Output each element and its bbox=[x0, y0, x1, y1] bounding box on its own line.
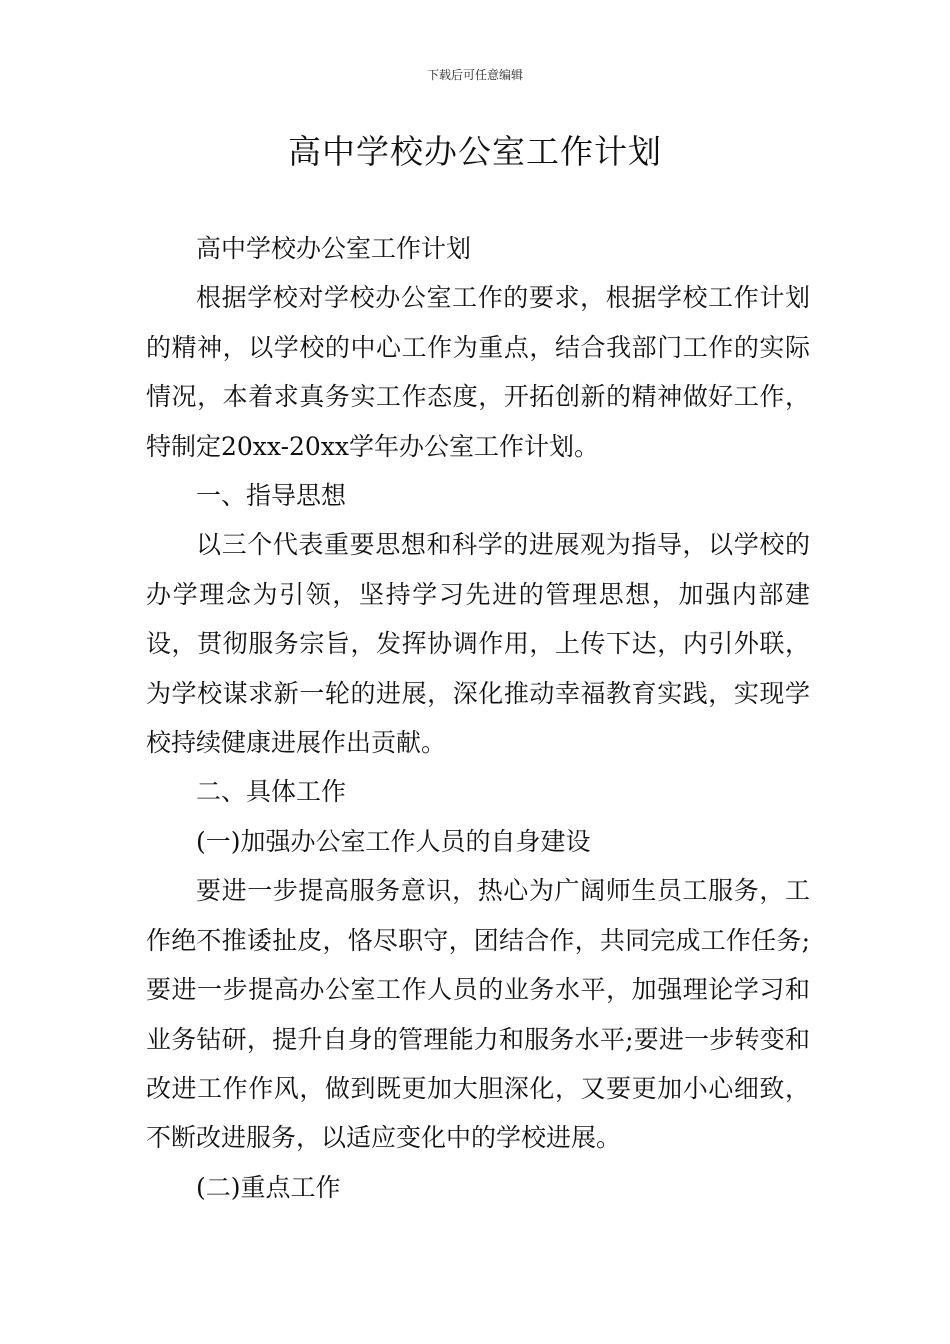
subsection-heading-key-work: (二)重点工作 bbox=[196, 1172, 341, 1202]
subsection-heading-self-building: (一)加强办公室工作人员的自身建设 bbox=[196, 826, 591, 856]
paragraph-intro: 根据学校对学校办公室工作的要求，根据学校工作计划的精神，以学校的中心工作为重点，结合我部门工作的实际情况，本着求真务实工作态度，开拓创新的精神做好工作，特制定20xx-20xx学年办公室工作计划。 bbox=[146, 283, 810, 461]
paragraph-self-building: 要进一步提高服务意识，热心为广阔师生员工服务，工作绝不推诿扯皮，恪尽职守，团结合作，共同完成工作任务;要进一步提高办公室工作人员的业务水平，加强理论学习和业务钻研，提升自身的管理能力和服务水平;要进一步转变和改进工作作风，做到既更加大胆深化，又要更加小心细致，不断改进服务，以适应变化中的学校进展。 bbox=[146, 876, 810, 1153]
paragraph-subtitle: 高中学校办公室工作计划 bbox=[196, 234, 472, 263]
document-title: 高中学校办公室工作计划 bbox=[288, 132, 662, 171]
document-body bbox=[146, 224, 810, 1212]
section-heading-specific-work: 二、具体工作 bbox=[196, 777, 347, 807]
page-header-note: 下载后可任意编辑 bbox=[426, 68, 523, 82]
section-heading-guiding-thought: 一、指导思想 bbox=[196, 481, 347, 511]
paragraph-guiding-thought: 以三个代表重要思想和科学的进展观为指导，以学校的办学理念为引领，坚持学习先进的管理思想，加强内部建设，贯彻服务宗旨，发挥协调作用，上传下达，内引外联，为学校谋求新一轮的进展，深化推动幸福教育实践，实现学校持续健康进展作出贡献。 bbox=[146, 530, 810, 758]
